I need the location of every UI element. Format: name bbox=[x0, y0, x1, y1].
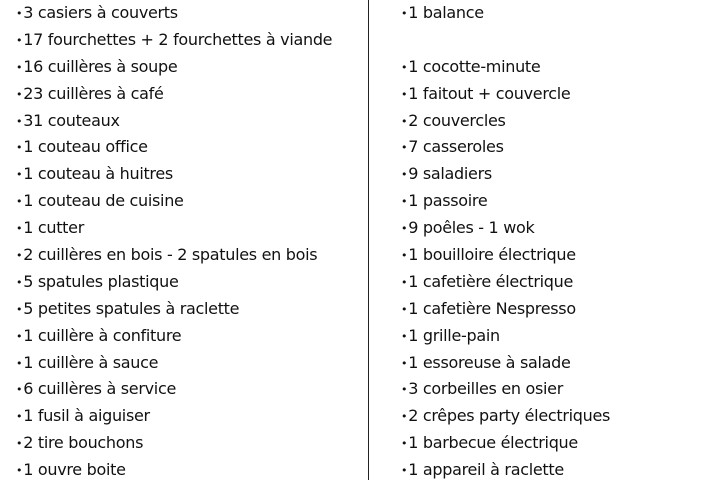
inventory-item-label: 1 appareil à raclette bbox=[408, 460, 564, 480]
inventory-item-label: 23 cuillères à café bbox=[23, 83, 164, 103]
inventory-item-label: 1 faitout + couvercle bbox=[408, 83, 571, 103]
inventory-item bbox=[16, 54, 332, 81]
inventory-item bbox=[16, 215, 332, 242]
inventory-item bbox=[401, 161, 610, 188]
bullet-icon: • bbox=[16, 114, 23, 128]
bullet-icon: • bbox=[401, 302, 408, 316]
inventory-item bbox=[16, 323, 332, 350]
right-inventory-list bbox=[401, 0, 610, 484]
inventory-item bbox=[401, 54, 610, 81]
inventory-item-label: 1 cutter bbox=[23, 218, 84, 238]
inventory-item bbox=[401, 376, 610, 403]
bullet-icon: • bbox=[401, 329, 408, 343]
inventory-item bbox=[16, 376, 332, 403]
inventory-item-label: 1 cocotte-minute bbox=[408, 56, 541, 76]
inventory-item-label: 3 casiers à couverts bbox=[23, 3, 178, 22]
bullet-icon: • bbox=[16, 222, 23, 236]
inventory-item bbox=[16, 242, 332, 269]
left-inventory-list bbox=[16, 0, 332, 484]
bullet-icon: • bbox=[16, 356, 23, 370]
inventory-item-label: 16 cuillères à soupe bbox=[23, 56, 178, 76]
inventory-item bbox=[16, 430, 332, 457]
bullet-icon: • bbox=[16, 60, 23, 74]
inventory-item bbox=[401, 430, 610, 457]
bullet-icon: • bbox=[401, 114, 408, 128]
inventory-item-label: 7 casseroles bbox=[408, 137, 504, 157]
inventory-item-label: 1 ouvre boite bbox=[23, 460, 126, 480]
inventory-item-label: 2 crêpes party électriques bbox=[408, 406, 611, 426]
inventory-item-label: 17 fourchettes + 2 fourchettes à viande bbox=[23, 29, 333, 49]
bullet-icon: • bbox=[16, 329, 23, 343]
bullet-icon: • bbox=[401, 87, 408, 101]
inventory-item bbox=[401, 188, 610, 215]
bullet-icon: • bbox=[16, 437, 23, 451]
inventory-item bbox=[401, 0, 610, 27]
inventory-item-label: 9 saladiers bbox=[408, 164, 492, 184]
bullet-icon: • bbox=[16, 410, 23, 424]
inventory-item-label: 9 poêles - 1 wok bbox=[408, 218, 535, 238]
bullet-icon: • bbox=[401, 249, 408, 263]
inventory-item-label: 1 essoreuse à salade bbox=[408, 352, 571, 372]
inventory-item-label: 6 cuillères à service bbox=[23, 379, 176, 399]
inventory-item bbox=[401, 108, 610, 135]
inventory-item-label: 2 couvercles bbox=[408, 110, 506, 130]
bullet-icon: • bbox=[16, 249, 23, 263]
bullet-icon: • bbox=[16, 141, 23, 155]
bullet-icon: • bbox=[16, 87, 23, 101]
inventory-item bbox=[401, 350, 610, 377]
inventory-item bbox=[401, 134, 610, 161]
bullet-icon: • bbox=[401, 437, 408, 451]
column-divider bbox=[368, 0, 369, 480]
inventory-item-label: 1 couteau de cuisine bbox=[23, 191, 184, 211]
inventory-item-label: 1 barbecue électrique bbox=[408, 433, 578, 453]
inventory-item bbox=[16, 188, 332, 215]
inventory-item bbox=[401, 269, 610, 296]
inventory-item bbox=[401, 323, 610, 350]
inventory-item-label: 1 fusil à aiguiser bbox=[23, 406, 150, 426]
bullet-icon: • bbox=[16, 464, 23, 478]
bullet-icon: • bbox=[401, 168, 408, 182]
inventory-item-label: 1 balance bbox=[408, 3, 484, 22]
bullet-icon: • bbox=[401, 410, 408, 424]
inventory-item bbox=[16, 269, 332, 296]
bullet-icon: • bbox=[16, 195, 23, 209]
bullet-icon: • bbox=[16, 33, 23, 47]
bullet-icon: • bbox=[401, 356, 408, 370]
inventory-item-label: 1 cafetière électrique bbox=[408, 271, 574, 291]
bullet-icon: • bbox=[401, 7, 408, 20]
inventory-item bbox=[401, 27, 610, 54]
inventory-item bbox=[401, 403, 610, 430]
inventory-item-label: 1 cuillère à sauce bbox=[23, 352, 159, 372]
inventory-item bbox=[16, 134, 332, 161]
bullet-icon: • bbox=[16, 168, 23, 182]
inventory-item-label: 1 couteau office bbox=[23, 137, 148, 157]
bullet-icon: • bbox=[401, 275, 408, 289]
bullet-icon: • bbox=[401, 141, 408, 155]
inventory-item-label: 5 petites spatules à raclette bbox=[23, 298, 240, 318]
inventory-item bbox=[16, 27, 332, 54]
inventory-item-label: 31 couteaux bbox=[23, 110, 120, 130]
inventory-item bbox=[401, 215, 610, 242]
inventory-item-label: 5 spatules plastique bbox=[23, 271, 179, 291]
inventory-item-label: 1 cafetière Nespresso bbox=[408, 298, 576, 318]
bullet-icon: • bbox=[401, 195, 408, 209]
inventory-item bbox=[16, 296, 332, 323]
bullet-icon: • bbox=[16, 7, 23, 20]
inventory-item bbox=[16, 350, 332, 377]
inventory-item-label: 1 cuillère à confiture bbox=[23, 325, 182, 345]
inventory-item bbox=[16, 403, 332, 430]
inventory-item bbox=[401, 242, 610, 269]
bullet-icon: • bbox=[401, 60, 408, 74]
inventory-item-label: 2 cuillères en bois - 2 spatules en bois bbox=[23, 245, 318, 265]
inventory-item-label: 2 tire bouchons bbox=[23, 433, 144, 453]
inventory-item-label: 1 couteau à huitres bbox=[23, 164, 173, 184]
inventory-item bbox=[16, 0, 332, 27]
inventory-item-label: 1 bouilloire électrique bbox=[408, 245, 576, 265]
inventory-item bbox=[16, 161, 332, 188]
bullet-icon: • bbox=[16, 275, 23, 289]
inventory-item-label: 1 grille-pain bbox=[408, 325, 500, 345]
inventory-item-label: 3 corbeilles en osier bbox=[408, 379, 563, 399]
inventory-item-label: 1 passoire bbox=[408, 191, 488, 211]
inventory-item bbox=[16, 81, 332, 108]
inventory-item bbox=[401, 296, 610, 323]
bullet-icon: • bbox=[16, 302, 23, 316]
bullet-icon: • bbox=[401, 464, 408, 478]
inventory-item bbox=[16, 108, 332, 135]
inventory-item bbox=[401, 81, 610, 108]
bullet-icon: • bbox=[401, 383, 408, 397]
bullet-icon: • bbox=[401, 222, 408, 236]
bullet-icon: • bbox=[16, 383, 23, 397]
